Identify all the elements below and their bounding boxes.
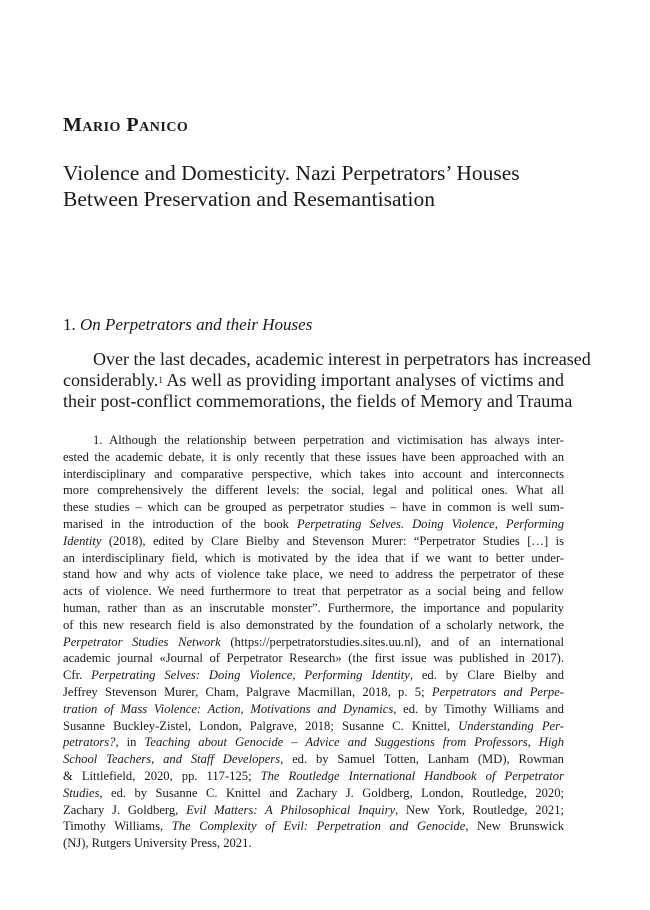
footnote-text: ested the academic debate, it is only recently that these issues have been approached with an (63, 449, 564, 464)
footnote-text: Jeffrey Stevenson Murer, Cham, Palgrave Macmillan, 2018, p. 5; (63, 684, 432, 699)
footnote-italic-text: Understanding Per- (458, 718, 564, 733)
footnote-italic-text: The Complexity of Evil: Perpetration and Genocide (171, 819, 466, 834)
footnote-text: , New Brunswick (465, 819, 564, 834)
footnote-italic-text: petrators? (63, 735, 116, 750)
body-paragraph (63, 349, 591, 412)
footnote-text: , New York, Routledge, 2021; (395, 802, 564, 817)
footnote-text: human, rather than as an inscrutable monster”. Furthermore, the importance and popularity (63, 600, 564, 615)
footnote-line (63, 600, 564, 617)
footnote-italic-text: Studies (63, 785, 100, 800)
footnote-text: these studies – which can be grouped as perpetrator studies – have in common is well sum- (63, 500, 564, 515)
footnote-italic-text: Perpetrating Selves: Doing Violence, Performing Identity (91, 668, 410, 683)
footnote-line (63, 751, 564, 768)
footnote-text: Susanne Buckley-Zistel, London, Palgrave, 2018; Susanne C. Knittel, (63, 718, 459, 733)
footnote-text: , ed. by Samuel Totten, Lanham (MD), Rowman (280, 752, 564, 767)
footnote-text: interdisciplinary and comparative perspective, which takes into account and interconnects (63, 466, 564, 481)
footnote-text: stand how and why acts of violence take place, we need to address the perpetrator of these (63, 567, 564, 582)
title-line-2: Between Preservation and Resemantisation (63, 187, 435, 211)
footnote-line (63, 718, 564, 735)
footnote-italic-text: Perpetrators and Perpe- (431, 684, 564, 699)
footnote-1 (63, 432, 564, 852)
body-line-3: their post-conflict commemorations, the fields of Memory and Trauma (63, 391, 573, 411)
author-name: Mario Panico (63, 114, 189, 136)
footnote-line (63, 566, 564, 583)
footnote-line (63, 449, 564, 466)
footnote-text: (NJ), Rutgers University Press, 2021. (63, 836, 252, 851)
body-line-2-start: considerably. (63, 370, 159, 390)
footnote-text: more comprehensively the different levels: the social, legal and political ones. What all (63, 483, 564, 498)
footnote-line (63, 634, 564, 651)
footnote-text: 1. Although the relationship between perpetration and victimisation has always inter- (93, 433, 564, 447)
footnote-line (63, 734, 564, 751)
footnote-text: , ed. by Timothy Williams and (393, 701, 564, 716)
footnote-line (63, 684, 564, 701)
footnote-text: Cfr. (63, 668, 92, 683)
footnote-italic-text: Identity (63, 533, 102, 548)
footnote-line (63, 533, 564, 550)
footnote-line (63, 432, 564, 449)
footnote-line (63, 785, 564, 802)
body-line-1: Over the last decades, academic interest in perpetrators has increased (93, 349, 591, 369)
footnote-line (63, 617, 564, 634)
footnote-italic-text: tration of Mass Violence: Action, Motivations and Dynamics (63, 701, 394, 716)
footnote-line (63, 466, 564, 483)
footnote-line (63, 482, 564, 499)
body-line-2-end: As well as providing important analyses of victims and (162, 370, 564, 390)
footnote-text: , ed. by Susanne C. Knittel and Zachary J. Goldberg, London, Routledge, 2020; (99, 785, 564, 800)
footnote-line (63, 650, 564, 667)
footnote-line (63, 550, 564, 567)
body-line-2 (63, 370, 564, 391)
footnote-line (63, 818, 564, 835)
footnote-line (63, 583, 564, 600)
footnote-text: (https://perpetratorstudies.sites.uu.nl), and of an international (220, 634, 564, 649)
footnote-line (63, 516, 564, 533)
section-number: 1. (63, 315, 76, 334)
footnote-line (63, 768, 564, 785)
footnote-italic-text: Perpetrating Selves. Doing Violence, Performing (297, 516, 564, 531)
footnote-text: academic journal «Journal of Perpetrator Research» (the first issue was published in 2017). (63, 651, 564, 666)
footnote-italic-text: Teaching about Genocide – Advice and Suggestions from Professors, High (144, 735, 564, 750)
article-title (63, 160, 583, 212)
footnote-text: & Littlefield, 2020, pp. 117-125; (63, 768, 261, 783)
footnote-line (63, 667, 564, 684)
footnote-text: , in (115, 735, 145, 750)
footnote-text: acts of violence. We need furthermore to treat that perpetrator as a social being and fellow (63, 584, 564, 599)
footnote-line (63, 835, 564, 852)
footnote-text: marised in the introduction of the book (63, 516, 298, 531)
footnote-text: of this new research field is also demonstrated by the foundation of a scholarly network, the (63, 617, 564, 632)
footnote-text: Zachary J. Goldberg, (63, 802, 187, 817)
footnote-italic-text: Evil Matters: A Philosophical Inquiry (186, 802, 396, 817)
footnote-line (63, 701, 564, 718)
footnote-text: (2018), edited by Clare Bielby and Stevenson Murer: “Perpetrator Studies […] is (101, 533, 564, 548)
title-line-1: Violence and Domesticity. Nazi Perpetrators’ Houses (63, 161, 520, 185)
footnote-italic-text: School Teachers, and Staff Developers (63, 752, 281, 767)
footnote-line (63, 499, 564, 516)
footnote-text: , ed. by Clare Bielby and (409, 668, 565, 683)
footnote-line (63, 802, 564, 819)
footnote-reference[interactable]: 1 (158, 375, 163, 385)
section-title: On Perpetrators and their Houses (80, 315, 313, 334)
footnote-italic-text: Perpetrator Studies Network (63, 634, 221, 649)
footnote-text: Timothy Williams, (63, 819, 172, 834)
section-heading (63, 315, 312, 335)
footnote-italic-text: The Routledge International Handbook of Perpetrator (260, 768, 564, 783)
footnote-text: an interdisciplinary field, which is motivated by the idea that if we want to better under- (63, 550, 564, 565)
